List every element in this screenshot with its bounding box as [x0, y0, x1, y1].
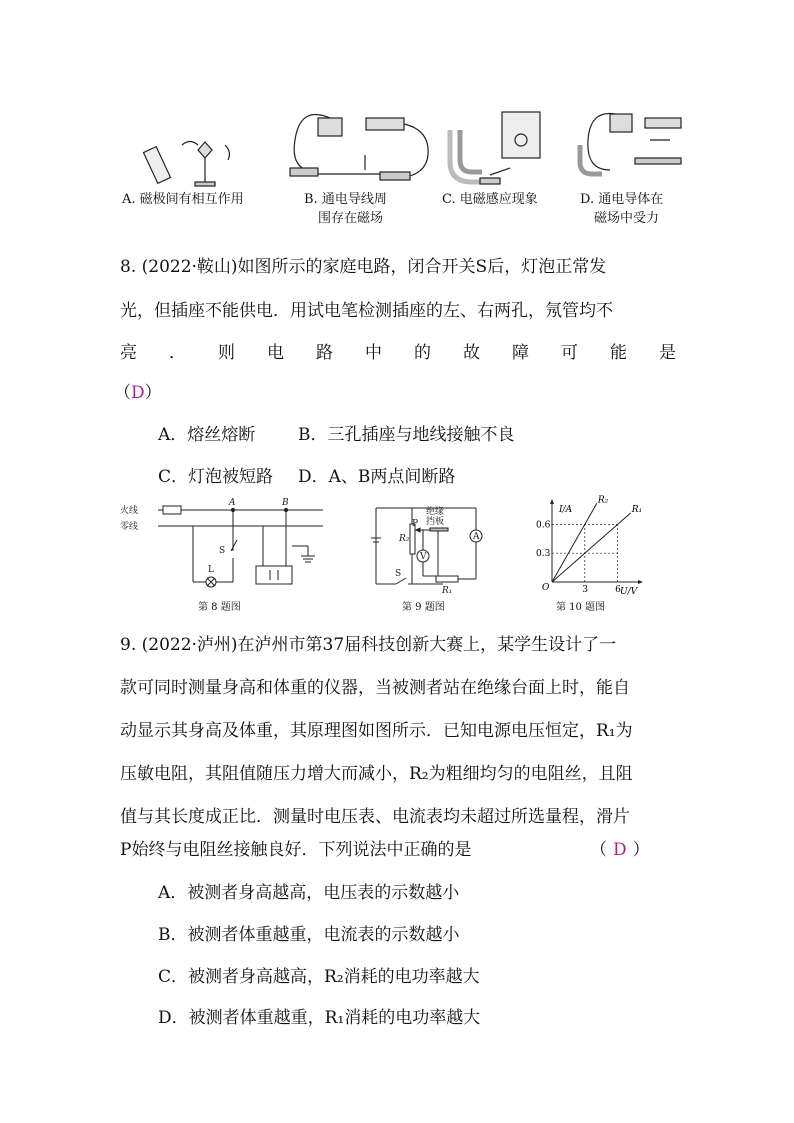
q9-answer-bracket: （ D ） [590, 840, 650, 860]
q8-answer: D [131, 383, 145, 403]
q9-option-c: C．被测者身高越高，R₂消耗的电功率越大 [158, 967, 480, 987]
caption-d: D. 通电导体在 磁场中受力 [580, 192, 664, 226]
q8-option-a: A．熔丝熔断 [158, 425, 256, 445]
caption-c: C. 电磁感应现象 [442, 192, 538, 207]
fig9-plate-label-1: 绝缘 [426, 507, 445, 517]
fig9-r2-label: R₂ [399, 534, 410, 544]
chart-ylabel: I/A [559, 505, 573, 515]
fig8-live-label: 火线 [120, 506, 139, 516]
fig9-plate-label-2: 挡板 [426, 517, 445, 527]
fig9-ammeter: A [473, 532, 480, 542]
chart-series-line [552, 513, 631, 582]
fig9-switch-label: S [395, 569, 402, 579]
figure-a-magnets [143, 142, 229, 187]
chart-xtick: 3 [582, 585, 589, 595]
q8-answer-bracket: （D） [114, 383, 162, 403]
fig8-point-a: A [229, 498, 236, 508]
q9-option-d: D．被测者体重越重，R₁消耗的电功率越大 [158, 1008, 481, 1028]
fig10-caption: 第 10 题图 [556, 602, 606, 613]
q8-option-c: C．灯泡被短路 [158, 467, 274, 487]
q9-line1: 9. (2022·泸州)在泸州市第37届科技创新大赛上，某学生设计了一 [120, 635, 617, 655]
q8-option-d: D．A、B两点间断路 [298, 467, 456, 487]
figure-9 [368, 496, 498, 616]
fig9-voltmeter: V [420, 552, 427, 562]
chart-origin: O [542, 583, 550, 593]
fig8-caption: 第 8 题图 [198, 602, 241, 613]
q9-line6: P始终与电阻丝接触良好．下列说法中正确的是 [120, 840, 472, 860]
q9-option-b: B．被测者体重越重，电流表的示数越小 [158, 925, 460, 945]
fig9-r1-label: R₁ [442, 586, 453, 596]
q8-line1: 8. (2022·鞍山)如图所示的家庭电路，闭合开关S后，灯泡正常发 [120, 257, 607, 277]
chart-xtick: 6 [615, 585, 621, 595]
chart-series-line [552, 503, 597, 582]
chart-y-arrow [550, 499, 554, 504]
figure-b-current-magnetism [290, 114, 428, 180]
q8-option-b: B．三孔插座与地线接触不良 [298, 425, 515, 445]
figure-d-force [580, 114, 681, 174]
q9-answer: D [613, 840, 627, 860]
fig8-switch-label: S [219, 546, 226, 556]
fig9-p-label: P [412, 519, 419, 529]
caption-b: B. 通电导线周 围存在磁场 [304, 192, 387, 226]
q8-line2: 光，但插座不能供电．用试电笔检测插座的左、右两孔，氖管均不 [120, 301, 613, 321]
chart-ytick: 0.3 [536, 549, 551, 560]
fig8-lamp-label: L [208, 565, 214, 575]
q9-line4: 压敏电阻，其阻值随压力增大而减小，R₂为粗细均匀的电阻丝，且阻 [120, 764, 633, 784]
q9-option-a: A．被测者身高越高，电压表的示数越小 [158, 883, 460, 903]
chart-series-label: R₁ [631, 504, 643, 515]
top-figures-drawing [110, 100, 700, 195]
q9-line5: 值与其长度成正比．测量时电压表、电流表均未超过所选量程，滑片 [120, 807, 630, 827]
fig8-neutral-label: 零线 [120, 522, 139, 532]
caption-a: A. 磁极间有相互作用 [122, 192, 244, 207]
figure-c-induction [450, 112, 540, 184]
q9-line3: 动显示其身高及体重，其原理图如图所示．已知电源电压恒定，R₁为 [120, 721, 633, 741]
chart-series-label: R₂ [597, 495, 609, 506]
chart-xlabel: U/V [620, 587, 638, 597]
fig8-point-b: B [282, 498, 289, 508]
figure-8 [118, 496, 328, 616]
fig9-caption: 第 9 题图 [402, 602, 445, 613]
fig10-chart [536, 494, 656, 598]
q8-line3: 亮 ． 则 电 路 中 的 故 障 可 能 是 [120, 343, 676, 363]
chart-ytick: 0.6 [536, 520, 551, 531]
figure-10 [536, 494, 656, 616]
q9-line2: 款可同时测量身高和体重的仪器，当被测者站在绝缘台面上时，能自 [120, 678, 630, 698]
chart-x-arrow [638, 580, 643, 584]
